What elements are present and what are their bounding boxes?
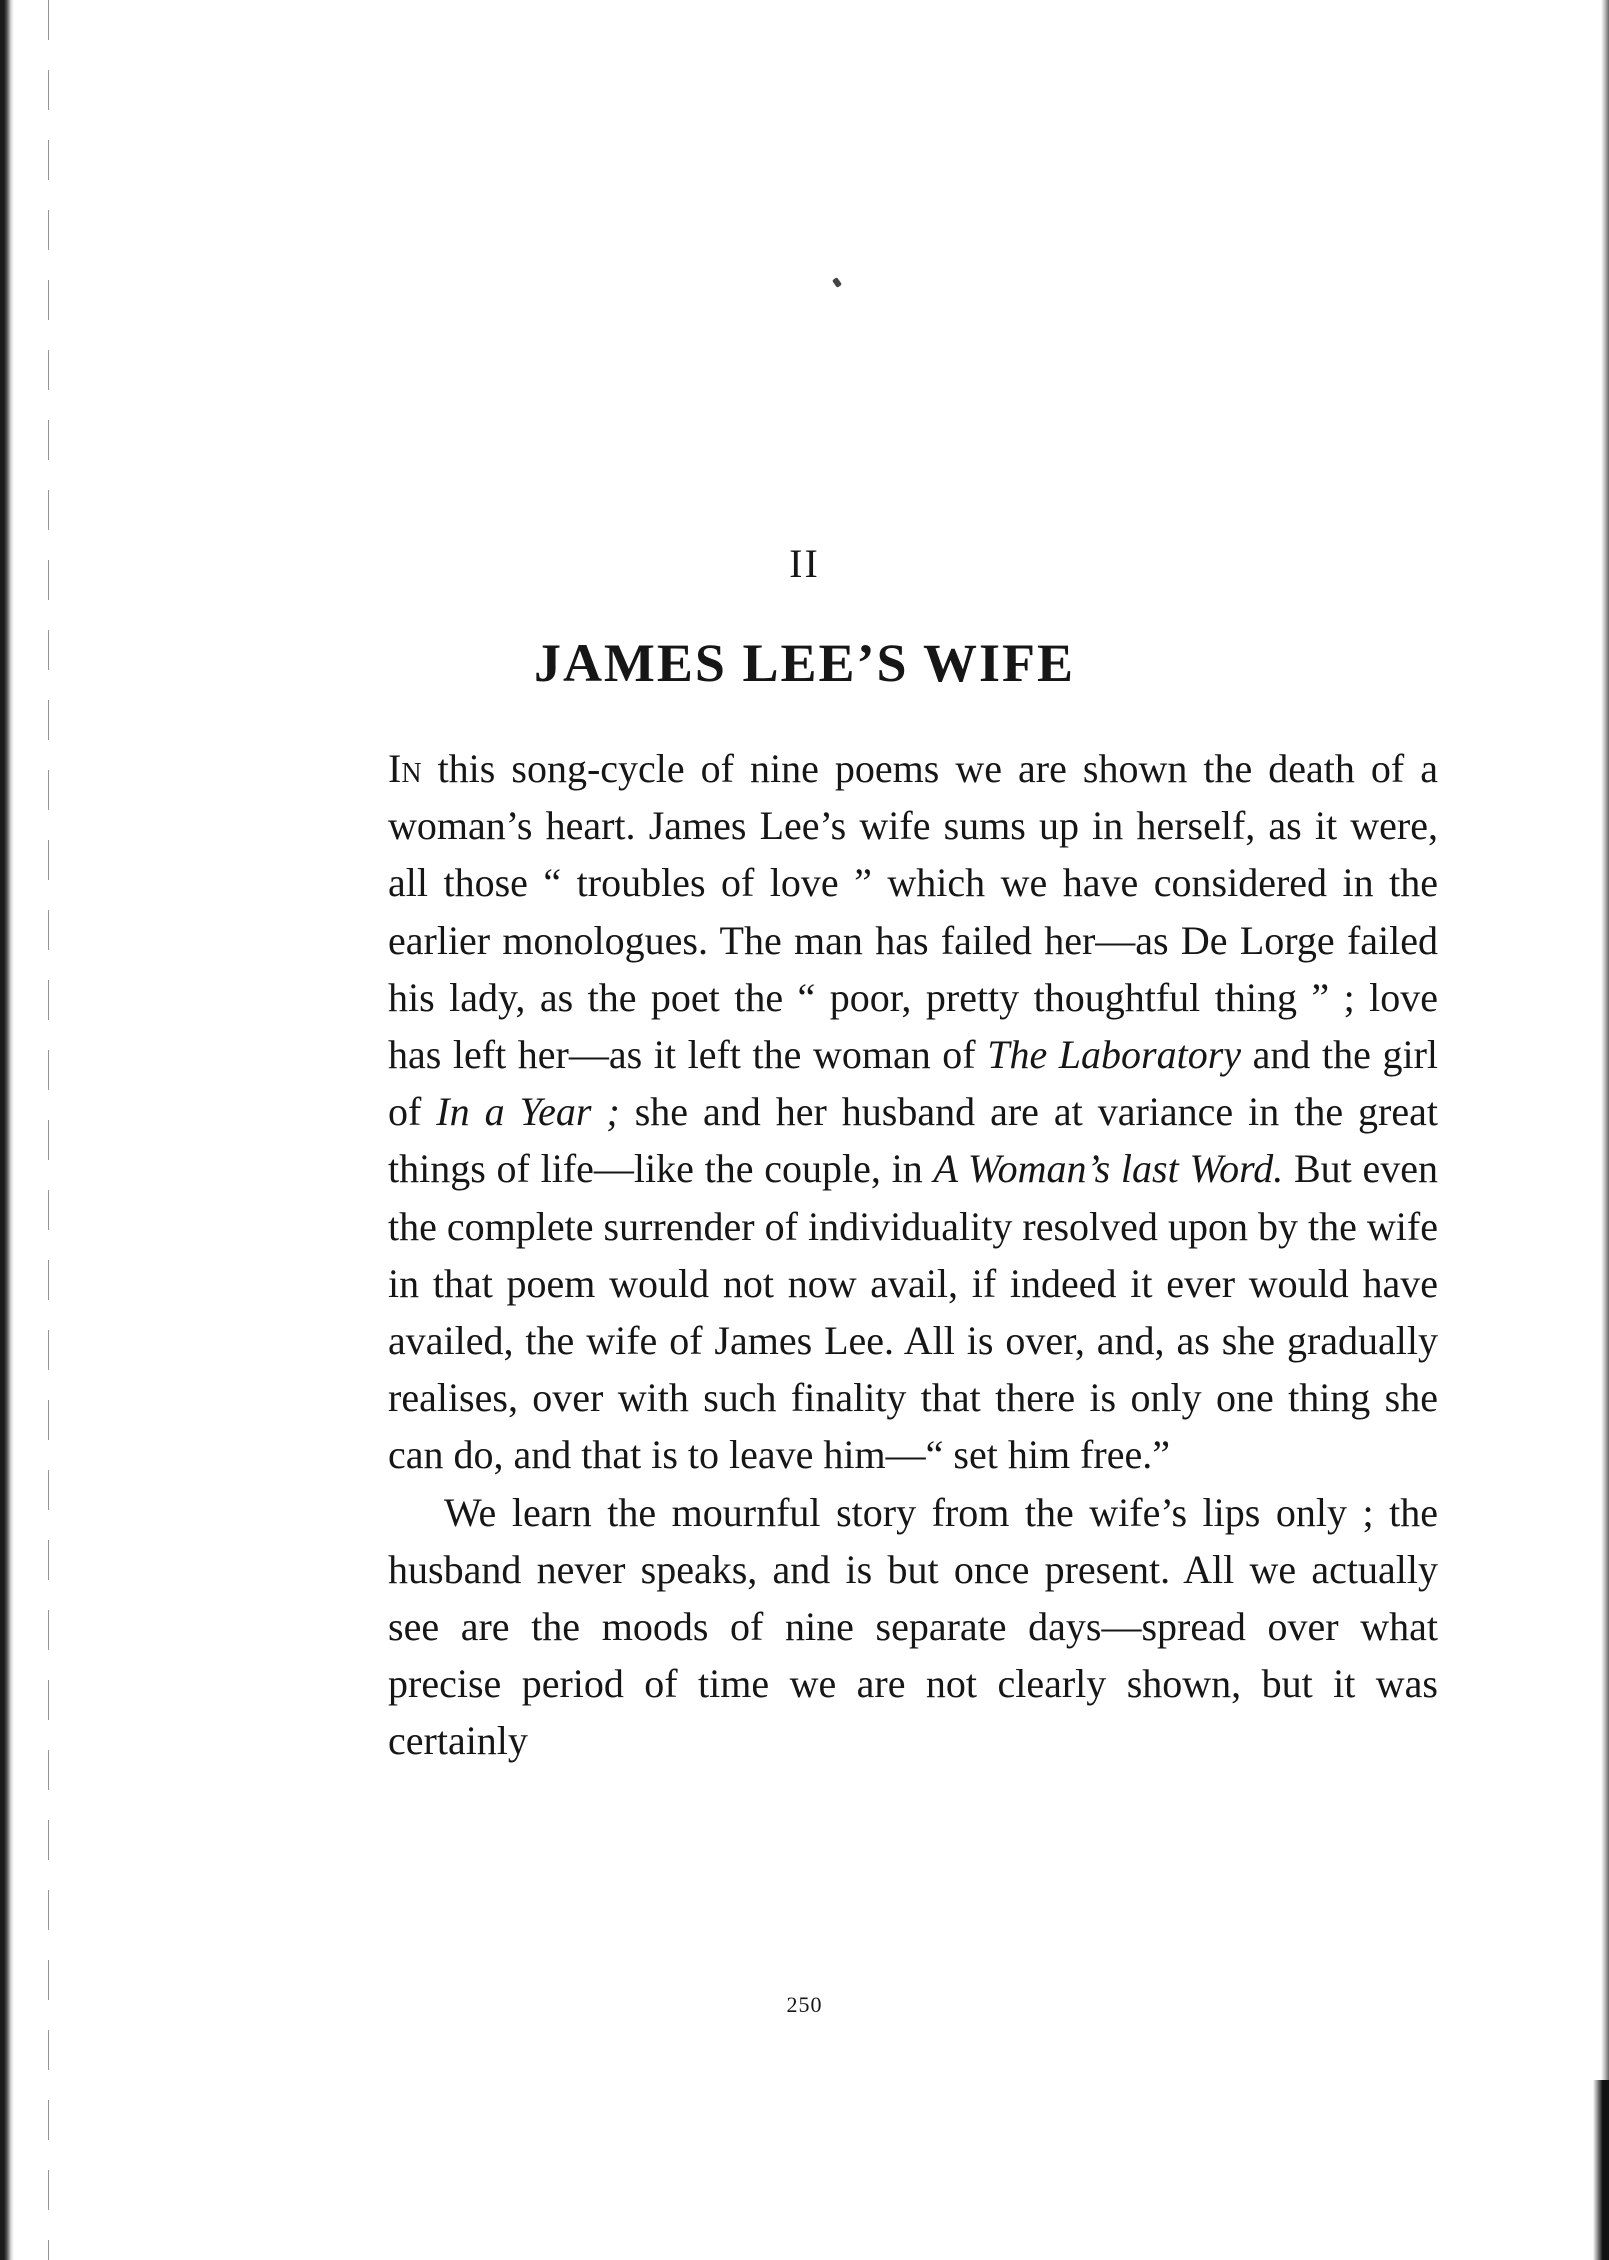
work-title: In a Year ; — [436, 1089, 620, 1135]
text-run: this song-cycle of nine poems we are shown the death of a woman’s heart. James Lee’s wife sums up in herself, as it were, all those “ troubles of love ” which we have considered in the earlier monologues. The man has failed her—as De Lorge failed his lady, as the poet the “ poor, pretty thoughtful thing ” ; love has left her—as it left the woman of — [388, 746, 1438, 1078]
chapter-number: II — [789, 541, 820, 586]
scan-edge-right — [1601, 0, 1609, 2260]
opening-word: In — [388, 746, 422, 791]
scan-speck — [832, 277, 842, 288]
work-title: The Laboratory — [987, 1032, 1242, 1078]
scan-edge-right-bottom — [1593, 2080, 1609, 2260]
text-run: she and her husband are at variance in the great things of life—like the couple, in — [388, 1089, 1438, 1192]
text-run: and the girl of — [388, 1032, 1439, 1135]
paragraph-2 — [388, 1484, 1438, 1770]
page-number: 250 — [786, 1992, 823, 2017]
body-text — [388, 740, 1438, 1770]
text-run: We learn the mournful story from the wife’s lips only ; the husband never speaks, and is but once present. All we actually see are the moods of nine separate days—spread over what precise period of time we are not clearly shown, but it was certainly — [388, 1489, 1438, 1764]
paragraph-1 — [388, 740, 1438, 1484]
chapter-title: JAMES LEE’S WIFE — [533, 633, 1076, 693]
scan-margin-line — [48, 0, 49, 2260]
work-title: A Woman’s last Word. — [933, 1146, 1284, 1192]
text-run: But even the complete surrender of individuality resolved upon by the wife in that poem would not now avail, if indeed it ever would have availed, the wife of James Lee. All is over, and, as she gradually realises, over with such finality that there is only one thing she can do, and that is to leave him—“ set him free.” — [388, 1146, 1438, 1478]
scan-edge-left — [0, 0, 14, 2260]
